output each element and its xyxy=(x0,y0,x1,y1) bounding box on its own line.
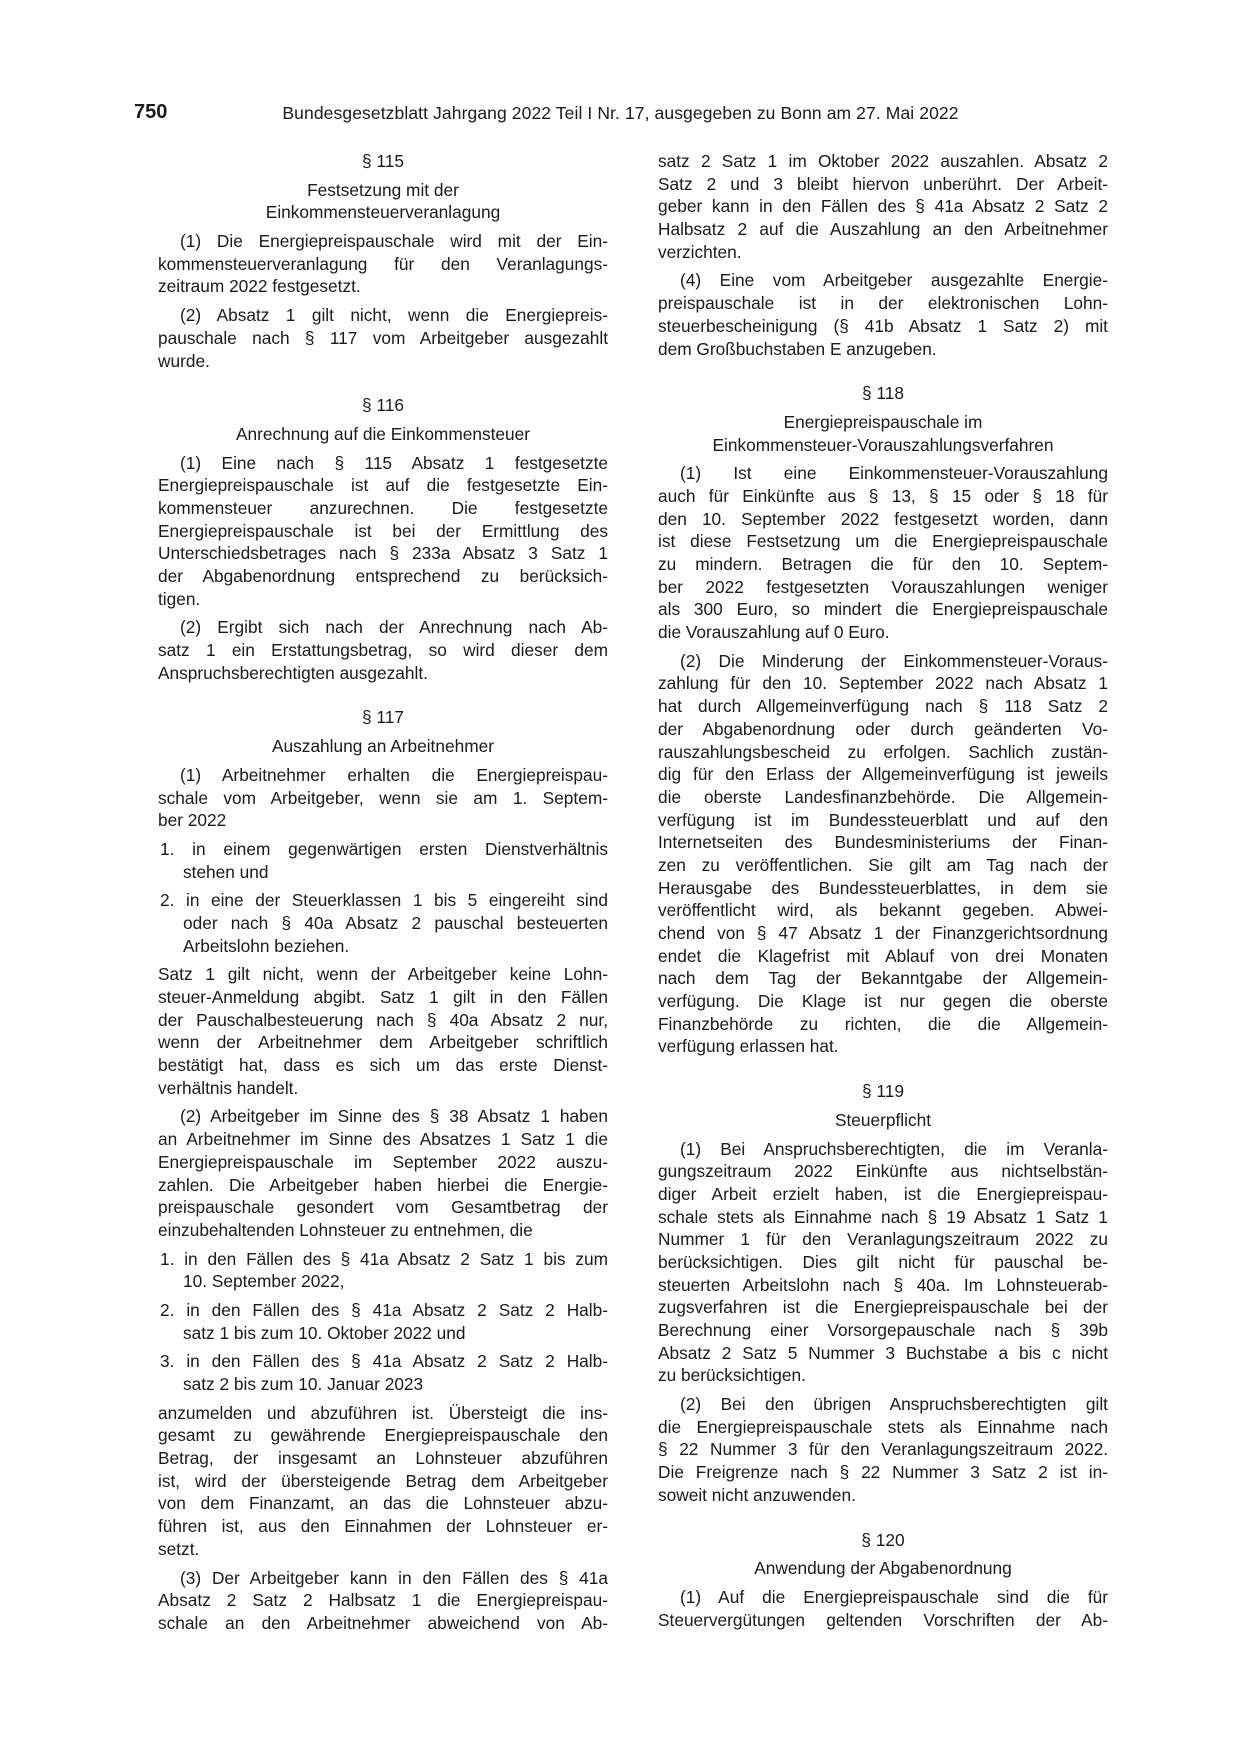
text-line: berücksichtigen. Dies gilt nicht für pauschal be- xyxy=(658,1251,1108,1272)
text-line: (2) Arbeitgeber im Sinne des § 38 Absatz 1 haben xyxy=(180,1106,608,1127)
text-line: (3) Der Arbeitgeber kann in den Fällen des § 41a xyxy=(180,1567,608,1588)
text-line: steuer-Anmeldung abgibt. Satz 1 gilt in den Fällen xyxy=(158,987,608,1007)
section-115-title xyxy=(158,179,608,224)
text-line: Unterschiedsbetrages nach § 233a Absatz 3 Satz 1 xyxy=(158,543,608,564)
text-line: (1) Arbeitnehmer erhalten die Energiepreispau- xyxy=(180,764,608,785)
text-line: die oberste Landesfinanzbehörde. Die Allgemein- xyxy=(658,786,1108,807)
text-line: Satz 2 und 3 bleibt hiervon unberührt. Der Arbeit- xyxy=(658,173,1108,194)
section-120-para-1 xyxy=(658,1586,1108,1631)
heading-line: Festsetzung mit der xyxy=(307,179,459,200)
text-line: rauszahlungsbescheid zu erfolgen. Sachlich zustän- xyxy=(658,741,1108,762)
text-line: Absatz 2 Satz 5 Nummer 3 Buchstabe a bis c nicht xyxy=(658,1342,1108,1363)
text-line: wurde. xyxy=(158,350,210,371)
text-line: (1) Die Energiepreispauschale wird mit der Ein- xyxy=(180,231,608,252)
left-column xyxy=(158,150,608,1635)
text-line: Internetseiten des Bundesministeriums der Finan- xyxy=(658,832,1108,853)
text-line: führen ist, aus den Einnahmen der Lohnsteuer er- xyxy=(158,1516,608,1537)
text-line: auch für Einkünfte aus § 13, § 15 oder § 18 für xyxy=(658,485,1108,506)
text-line: § 22 Nummer 3 für den Veranlagungszeitraum 2022. xyxy=(658,1439,1108,1460)
text-line: setzt. xyxy=(158,1538,200,1559)
text-line: geber kann in den Fällen des § 41a Absatz 2 Satz 2 xyxy=(658,196,1108,217)
text-line: Nummer 1 für den Veranlagungszeitraum 2022 zu xyxy=(658,1229,1108,1250)
section-119-title xyxy=(658,1109,1108,1132)
heading-line: Anwendung der Abgabenordnung xyxy=(754,1558,1012,1579)
heading-line: Einkommensteuer-Vorauszahlungsverfahren xyxy=(712,434,1054,455)
text-line: an Arbeitnehmer im Sinne des Absatzes 1 Satz 1 die xyxy=(158,1129,608,1150)
text-line: den 10. September 2022 festgesetzt worden, dann xyxy=(658,508,1108,529)
text-line: (1) Auf die Energiepreispauschale sind die für xyxy=(680,1586,1108,1607)
text-line: der Abgabenordnung entsprechend zu berücksich- xyxy=(158,566,608,586)
heading-line: Energiepreispauschale im xyxy=(783,411,983,432)
text-line: preispauschale ist in der elektronischen Lohn- xyxy=(658,293,1108,314)
text-line: verfügung. Die Klage ist nur gegen die oberste xyxy=(658,991,1108,1012)
heading-line: Auszahlung an Arbeitnehmer xyxy=(272,736,494,757)
text-line: Anspruchsberechtigten ausgezahlt. xyxy=(158,662,428,683)
text-line: einzubehaltenden Lohnsteuer zu entnehmen, die xyxy=(158,1219,533,1240)
text-line: (1) Ist eine Einkommensteuer-Vorauszahlung xyxy=(680,463,1108,484)
text-line: Absatz 2 Satz 2 Halbsatz 1 die Energiepreispau- xyxy=(158,1590,608,1611)
section-117-para-2 xyxy=(158,1105,608,1241)
text-line: Arbeitslohn beziehen. xyxy=(183,935,350,956)
text-line: (2) Bei den übrigen Anspruchsberechtigten gilt xyxy=(680,1394,1108,1415)
text-line: nach dem Tag der Bekanntgabe der Allgemein- xyxy=(658,968,1108,989)
section-118-para-1 xyxy=(658,462,1108,644)
section-115-number: § 115 xyxy=(362,151,404,171)
text-line: steuerbescheinigung (§ 41b Absatz 1 Satz 2) mit xyxy=(658,315,1108,336)
text-line: oder nach § 40a Absatz 2 pauschal besteuerten xyxy=(183,912,608,933)
section-117-para-3 xyxy=(158,1567,608,1635)
text-line: zugsverfahren ist die Energiepreispauschale bei der xyxy=(658,1297,1108,1318)
running-header: Bundesgesetzblatt Jahrgang 2022 Teil I Nr. 17, ausgegeben zu Bonn am 27. Mai 2022 xyxy=(282,103,959,123)
text-line: verfügung ist im Bundessteuerblatt und auf den xyxy=(658,809,1108,830)
text-line: der Pauschalbesteuerung nach § 40a Absatz 2 nur, xyxy=(158,1009,608,1030)
list-item xyxy=(158,1350,608,1395)
list-item xyxy=(158,1248,608,1293)
text-line: zahlung für den 10. September 2022 nach Absatz 1 xyxy=(658,673,1108,694)
section-118-para-2 xyxy=(658,650,1108,1058)
text-line: verzichten. xyxy=(658,241,742,262)
text-line: stehen und xyxy=(183,861,269,882)
section-117-title xyxy=(158,735,608,758)
text-line: (1) Eine nach § 115 Absatz 1 festgesetzte xyxy=(180,452,608,473)
text-line: (2) Absatz 1 gilt nicht, wenn die Energiepreis- xyxy=(180,305,608,326)
section-116-number: § 116 xyxy=(362,395,404,416)
text-line: 1. in einem gegenwärtigen ersten Dienstverhältnis xyxy=(160,838,608,859)
text-line: die Vorauszahlung auf 0 Euro. xyxy=(658,622,890,643)
text-line: zu mindern. Betragen die für den 10. Septem- xyxy=(658,554,1108,574)
text-line: ist diese Festsetzung um die Energiepreispauschale xyxy=(658,531,1108,552)
section-115-para-1 xyxy=(158,230,608,298)
section-119-number: § 119 xyxy=(862,1081,904,1102)
text-line: Die Freigrenze nach § 22 Nummer 3 Satz 2 ist in- xyxy=(658,1462,1108,1483)
text-line: verfügung erlassen hat. xyxy=(658,1036,839,1057)
section-118-title xyxy=(658,411,1108,456)
text-line: Halbsatz 2 auf die Auszahlung an den Arbeitnehmer xyxy=(658,219,1108,240)
text-line: Herausgabe des Bundessteuerblattes, in dem sie xyxy=(658,877,1108,898)
text-line: gungszeitraum 2022 Einkünfte aus nichtselbstän- xyxy=(658,1161,1108,1182)
text-line: die Energiepreispauschale stets als Einnahme nach xyxy=(658,1416,1108,1437)
text-line: Betrag, der insgesamt an Lohnsteuer abzuführen xyxy=(158,1448,608,1469)
text-line: tigen. xyxy=(158,588,201,609)
text-line: Energiepreispauschale ist bei der Ermittlung des xyxy=(158,520,608,541)
text-line: diger Arbeit erzielt haben, ist die Energiepreispau- xyxy=(658,1183,1108,1204)
text-line: zen zu veröffentlichen. Sie gilt am Tag nach der xyxy=(658,854,1108,875)
text-line: hat durch Allgemeinverfügung nach § 118 Satz 2 xyxy=(658,696,1108,717)
section-116-para-2 xyxy=(158,616,608,684)
text-line: Energiepreispauschale ist auf die festgesetzte Ein- xyxy=(158,475,608,496)
list-item xyxy=(158,1299,608,1344)
text-line: (2) Die Minderung der Einkommensteuer-Voraus- xyxy=(680,650,1108,671)
text-line: anzumelden und abzuführen ist. Übersteigt die ins- xyxy=(158,1402,608,1423)
text-line: Satz 1 gilt nicht, wenn der Arbeitgeber keine Lohn- xyxy=(158,964,608,985)
text-line: (4) Eine vom Arbeitgeber ausgezahlte Energie- xyxy=(680,270,1108,291)
section-117-para-4 xyxy=(658,269,1108,360)
text-line: verhältnis handelt. xyxy=(158,1077,299,1098)
text-line: 10. September 2022, xyxy=(183,1271,345,1292)
text-line: dig für den Erlass der Allgemeinverfügung ist jeweils xyxy=(658,764,1108,785)
section-119-para-2 xyxy=(658,1393,1108,1506)
text-line: schale stets als Einnahme nach § 19 Absatz 1 Satz 1 xyxy=(658,1206,1108,1227)
text-line: veröffentlicht wird, als bekannt gegeben. Abwei- xyxy=(658,900,1108,921)
text-line: Finanzbehörde zu richten, die die Allgemein- xyxy=(658,1013,1108,1034)
section-115-para-2 xyxy=(158,304,608,372)
text-line: zeitraum 2022 festgesetzt. xyxy=(158,276,361,297)
text-line: von dem Finanzamt, an das die Lohnsteuer abzu- xyxy=(158,1493,608,1514)
text-line: satz 2 bis zum 10. Januar 2023 xyxy=(183,1374,424,1394)
text-line: gesamt zu gewährende Energiepreispauschale den xyxy=(158,1425,608,1446)
text-line: als 300 Euro, so mindert die Energiepreispauschale xyxy=(658,599,1108,620)
text-line: pauschale nach § 117 vom Arbeitgeber ausgezahlt xyxy=(158,327,608,348)
section-117-para-1 xyxy=(158,764,608,832)
text-line: (2) Ergibt sich nach der Anrechnung nach Ab- xyxy=(180,617,608,638)
section-117-para-2-cont xyxy=(158,1402,608,1561)
page-number: 750 xyxy=(134,101,168,123)
section-117-para-3-cont xyxy=(658,150,1108,263)
section-116-para-1 xyxy=(158,452,608,611)
text-line: endet die Klagefrist mit Ablauf von drei Monaten xyxy=(658,945,1108,966)
section-120-title xyxy=(658,1557,1108,1580)
text-line: chend von § 47 Absatz 1 der Finanzgerichtsordnung xyxy=(658,923,1108,943)
text-line: 2. in eine der Steuerklassen 1 bis 5 eingereiht sind xyxy=(160,890,608,911)
text-line: der Abgabenordnung oder durch geänderten Vo- xyxy=(658,718,1108,739)
text-line: 3. in den Fällen des § 41a Absatz 2 Satz 2 Halb- xyxy=(160,1351,608,1372)
section-116-title xyxy=(158,423,608,446)
section-118-number: § 118 xyxy=(862,383,904,404)
text-line: (1) Bei Anspruchsberechtigten, die im Veranla- xyxy=(680,1138,1108,1159)
text-line: Energiepreispauschale im September 2022 auszu- xyxy=(158,1151,608,1172)
text-line: satz 1 ein Erstattungsbetrag, so wird dieser dem xyxy=(158,640,608,661)
section-117-number: § 117 xyxy=(362,707,404,728)
right-column xyxy=(658,150,1108,1631)
text-line: schale vom Arbeitgeber, wenn sie am 1. Septem- xyxy=(158,787,608,808)
text-line: ber 2022 xyxy=(158,810,227,831)
section-119-para-1 xyxy=(658,1138,1108,1388)
text-line: kommensteuer anzurechnen. Die festgesetzte xyxy=(158,497,608,518)
text-line: kommensteuerveranlagung für den Veranlagungs- xyxy=(158,253,608,274)
text-line: zu berücksichtigen. xyxy=(658,1365,806,1386)
heading-line: Einkommensteuerveranlagung xyxy=(265,202,501,223)
text-line: preispauschale gesondert vom Gesamtbetrag der xyxy=(158,1197,608,1218)
list-item xyxy=(158,838,608,883)
text-line: zahlen. Die Arbeitgeber haben hierbei die Energie- xyxy=(158,1174,608,1195)
text-line: dem Großbuchstaben E anzugeben. xyxy=(658,338,937,359)
text-line: steuerten Arbeitslohn nach § 40a. Im Lohnsteuerab- xyxy=(658,1274,1108,1295)
heading-line: Anrechnung auf die Einkommensteuer xyxy=(236,423,530,444)
text-line: soweit nicht anzuwenden. xyxy=(658,1484,856,1505)
text-line: ist, wird der übersteigende Betrag dem Arbeitgeber xyxy=(158,1470,608,1491)
heading-line: Steuerpflicht xyxy=(834,1109,932,1130)
text-line: satz 2 Satz 1 im Oktober 2022 auszahlen. Absatz 2 xyxy=(658,151,1108,171)
text-line: 2. in den Fällen des § 41a Absatz 2 Satz 2 Halb- xyxy=(160,1299,608,1320)
text-line: wenn der Arbeitnehmer dem Arbeitgeber schriftlich xyxy=(158,1032,608,1053)
text-line: bestätigt hat, dass es sich um das erste Dienst- xyxy=(158,1055,608,1076)
text-line: Berechnung einer Vorsorgepauschale nach § 39b xyxy=(658,1320,1108,1340)
text-line: schale an den Arbeitnehmer abweichend von Ab- xyxy=(158,1612,608,1633)
section-120-number: § 120 xyxy=(861,1529,905,1550)
text-line: ber 2022 festgesetzten Vorauszahlungen weniger xyxy=(658,576,1108,597)
text-line: Steuervergütungen geltenden Vorschriften der Ab- xyxy=(658,1609,1108,1630)
text-line: satz 1 bis zum 10. Oktober 2022 und xyxy=(183,1322,466,1343)
section-117-para-1-cont xyxy=(158,963,608,1099)
text-line: 1. in den Fällen des § 41a Absatz 2 Satz 1 bis zum xyxy=(160,1248,608,1269)
list-item xyxy=(158,889,608,957)
